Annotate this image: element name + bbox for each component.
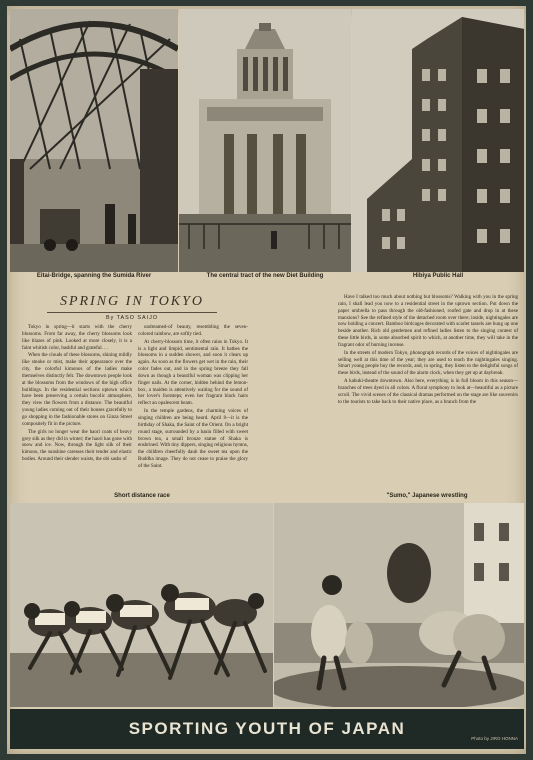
paragraph: In the temple gardens, the charming voices of singing children are being heard. April 8—it is the birthday of Shaka, the Saint of the Orient. On a bright round stage, surrounded by a basin filled with sweet brown tea, a small bronze statue of Shaka is enshrined. With tiny dippers, singing religious hymns, the children cheerfully daub the sweet tea upon the Buddha image. They do not cease to praise the glory of the Saint.	[138, 408, 248, 469]
article-column-1	[22, 324, 132, 464]
caption-hibiya-hall: Hibiya Public Hall	[412, 273, 464, 279]
paragraph: At cherry-blossom time, it often rains in Tokyo. It is a light and limpid, sentimental rain. It bathes the blossoms in a sudden shower, and soon it clears up again. As soon as the flowers get wet in the rain, their color fades out, and in the spring breeze they fall down as though a beautiful woman was clipping her finger nails. At the corner, hidden behind the lemon-box, a maiden is attentively waiting for the sound of her lover's footsteps; even her fragrant black hairs reflect an opalescent beam.	[138, 338, 248, 407]
article-byline: By TASO SAIJO	[105, 315, 159, 321]
magazine-page	[7, 6, 526, 754]
caption-eitai-bridge: Eitai-Bridge, spanning the Sumida River	[36, 273, 152, 279]
article-title: SPRING IN TOKYO	[59, 294, 205, 309]
photo-credit: Photo by JIRO HONNA	[471, 736, 518, 741]
paragraph: When the clouds of these blossoms, shining mildly like smoke or mist, make their appearance over the city, the colorful kimonos of the ladies make themselves distinctly felt. The downtown people look at the blossoms from the windows of the high office buildings. In the residential sections uptown which have been preserving a certain bucolic atmosphere, they view the flowers from a distance. The beautiful young ladies coming out of their houses gracefully to go shopping in the fashionable stores on Ginza Street compositely fit in the picture.	[22, 352, 132, 427]
caption-sumo: "Sumo," Japanese wrestling	[386, 493, 468, 499]
article-column-3	[338, 294, 518, 407]
photo-eitai-bridge	[10, 9, 178, 272]
paragraph: Have I talked too much about nothing but blossoms? Walking with you in the spring rain, I shall lead you now to a residential street in the uptown section. Put down the paper umbrella to pass through the old-fashioned, roofed gate and drop in at these mansions? See the refined style of the detached room over there; inside, nightingales are now holding a concert. Bamboo birdcages decorated with scarlet tassels are hung up one beside another. Rich old gentlemen and refined ladies listen to the singing contest of these little birds, in some absorbed spirit to which, at another time, they will take in the fragrant odor of burning incense.	[338, 294, 518, 348]
section-banner: SPORTING YOUTH OF JAPAN	[10, 709, 524, 749]
photo-short-distance-race	[10, 503, 273, 707]
title-rule	[47, 312, 217, 313]
paragraph: The girls no longer wear the haori coats of heavy grey silk as they did in winter; the haori has gone with snow and ice. Now, through the light silk of their kimono, the sunshine caresses their tender and elastic bodies. Around their slender waists, the obi sashs of	[22, 428, 132, 463]
paragraph: undreamed-of beauty, resembling the seven-colored rainbow, are softly tied.	[138, 324, 248, 337]
photo-hibiya-hall	[352, 9, 524, 272]
paragraph: In the streets of modern Tokyo, phonograph records of the voices of nightingales are selling well at this time of the year; they are used to teach the nightingales singing. Smart young people buy the records, and, in spring, they listen to the delightful songs of these birds, instead of the sound of the alarm clock, when they get up at daybreak.	[338, 349, 518, 377]
paragraph: A kabuki-theatre downtown. Also here, everything is in full bloom in this season—branches of trees dyed in all colors. A floral symphony to look at—beautiful as a picture scroll. The vivid scenes of the classical dramas performed on the stage are like souvenirs to the tourists to take back to their native place, as a branch from the	[338, 378, 518, 405]
article-column-2	[138, 324, 248, 471]
paragraph: Tokyo in spring—it starts with the cherry blossoms. From far away, the cherry blossoms look like blazes of pink. Looked at more closely, it is a faint whitish color, bashful and grateful. . .	[22, 324, 132, 351]
photo-diet-building	[179, 9, 351, 272]
caption-short-distance-race: Short distance race	[114, 493, 170, 499]
photo-sumo	[274, 503, 524, 707]
caption-diet-building: The central tract of the new Diet Building	[206, 273, 324, 279]
